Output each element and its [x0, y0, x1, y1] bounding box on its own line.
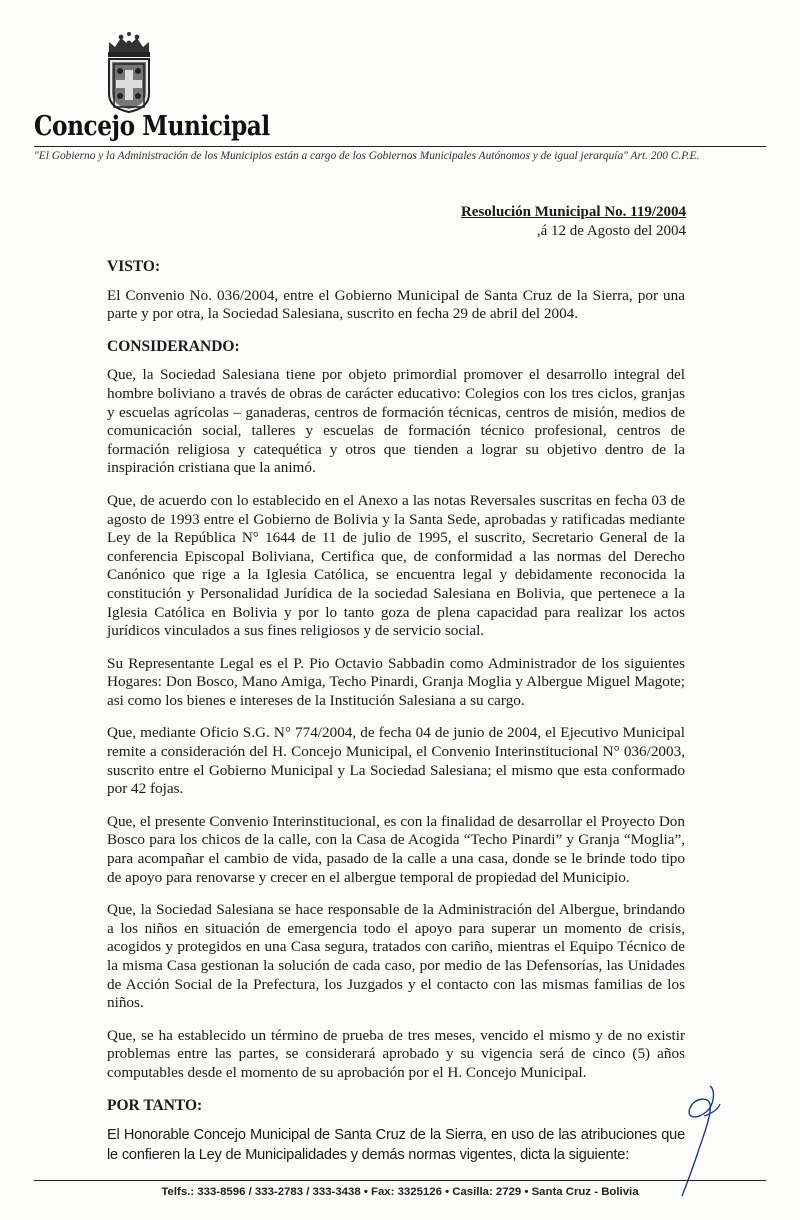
footer-contact: Telfs.: 333-8596 / 333-2783 / 333-3438 • Fax: 3325126 • Casilla: 2729 • Santa Cruz - Bolivia: [161, 1186, 639, 1198]
considerando-paragraph: Su Representante Legal es el P. Pio Octavio Sabbadin como Administrador de los siguientes Hogares: Don Bosco, Mano Amiga, Techo Pinardi, Granja Moglia y Albergue Miguel Magote; asi como los bienes e intereses de la Institución Salesiana a su cargo.: [107, 654, 685, 709]
resolution-block: [430, 204, 686, 240]
org-name: Concejo Municipal: [34, 111, 270, 142]
resolution-date: ,á 12 de Agosto del 2004: [536, 223, 686, 239]
considerando-paragraph: Que, se ha establecido un término de prueba de tres meses, vencido el mismo y de no existir problemas entre las partes, se considerará aprobado y su vigencia será de cinco (5) años computables desde el momento de su aprobación por el H. Concejo Municipal.: [107, 1026, 685, 1081]
heading-considerando: CONSIDERANDO:: [107, 337, 240, 355]
coat-of-arms-icon: [103, 30, 155, 114]
document-body: [107, 258, 685, 1179]
header-divider: [34, 146, 766, 147]
resolution-title: Resolución Municipal No. 119/2004: [460, 204, 686, 220]
footer-divider: [34, 1180, 766, 1181]
considerando-paragraph: Que, mediante Oficio S.G. N° 774/2004, de fecha 04 de junio de 2004, el Ejecutivo Municipal remite a consideración del H. Concejo Municipal, el Convenio Interinstitucional N° 036/2003, suscrito entre el Gobierno Municipal y La Sociedad Salesiana; el mismo que esta conformado por 42 fojas.: [107, 724, 685, 798]
heading-visto: VISTO:: [107, 258, 161, 275]
considerando-paragraph: Que, de acuerdo con lo establecido en el Anexo a las notas Reversales suscritas en fecha 03 de agosto de 1993 entre el Gobierno de Bolivia y la Santa Sede, aprobadas y ratificadas mediante Ley de la República N° 1644 de 11 de julio de 1995, el suscrito, Secretario General de la conferencia Episcopal Boliviana, Certifica que, de conformidad a las normas del Derecho Canónico que rige a la Iglesia Católica, se encuentra legal y debidamente reconocida la constitución y Personalidad Jurídica de la sociedad Salesiana en Bolivia, que pertenece a la Iglesia Católica en Bolivia y por lo tanto goza de plena capacidad para realizar los actos jurídicos vinculados a sus fines religiosos y de servicio social.: [107, 491, 685, 640]
visto-paragraph: El Convenio No. 036/2004, entre el Gobierno Municipal de Santa Cruz de la Sierra, por una parte y por otra, la Sociedad Salesiana, suscrito en fecha 29 de abril del 2004.: [107, 286, 685, 323]
considerando-paragraph: Que, el presente Convenio Interinstitucional, es con la finalidad de desarrollar el Proyecto Don Bosco para los chicos de la calle, con la Casa de Acogida “Techo Pinardi” y Granja “Moglia”, para acompañar el cambio de vida, pasado de la calle a una casa, donde se le brinde todo tipo de apoyo para renovarse y crecer en el albergue temporal de propiedad del Municipio.: [107, 812, 685, 886]
considerando-paragraph: Que, la Sociedad Salesiana tiene por objeto primordial promover el desarrollo integral del hombre boliviano a través de obras de carácter educativo: Colegios con los tres ciclos, granjas y escuelas agrícolas – ganaderas, centros de formación técnicas, centros de misión, medios de comunicación social, talleres y escuelas de formación técnico profesional, centros de formación religiosa y catequética y otros que tienden a lograr su objetivo dentro de la inspiración cristiana que la animó.: [107, 366, 685, 477]
por-tanto-paragraph: El Honorable Concejo Municipal de Santa Cruz de la Sierra, en uso de las atribuciones que le confieren la Ley de Municipalidades y demás normas vigentes, dicta la siguiente:: [107, 1127, 685, 1164]
considerando-paragraph: Que, la Sociedad Salesiana se hace responsable de la Administración del Albergue, brindando a los niños en situación de emergencia todo el apoyo para superar un momento de crisis, acogidos y protegidos en una Casa segura, tratados con cariño, mientras el Equipo Técnico de la misma Casa gestionan la solución de cada caso, por medio de las Defensorías, las Unidades de Acción Social de la Prefectura, los Juzgados y el contacto con las mismas familias de los niños.: [107, 901, 685, 1012]
signature-mark: [676, 1082, 724, 1200]
org-motto: "El Gobierno y la Administración de los Municipios están a cargo de los Gobiernos Municipales Autónomos y de igual jerarquía" Art. 200 C.P.E.: [34, 150, 700, 162]
heading-por-tanto: POR TANTO:: [107, 1096, 203, 1114]
